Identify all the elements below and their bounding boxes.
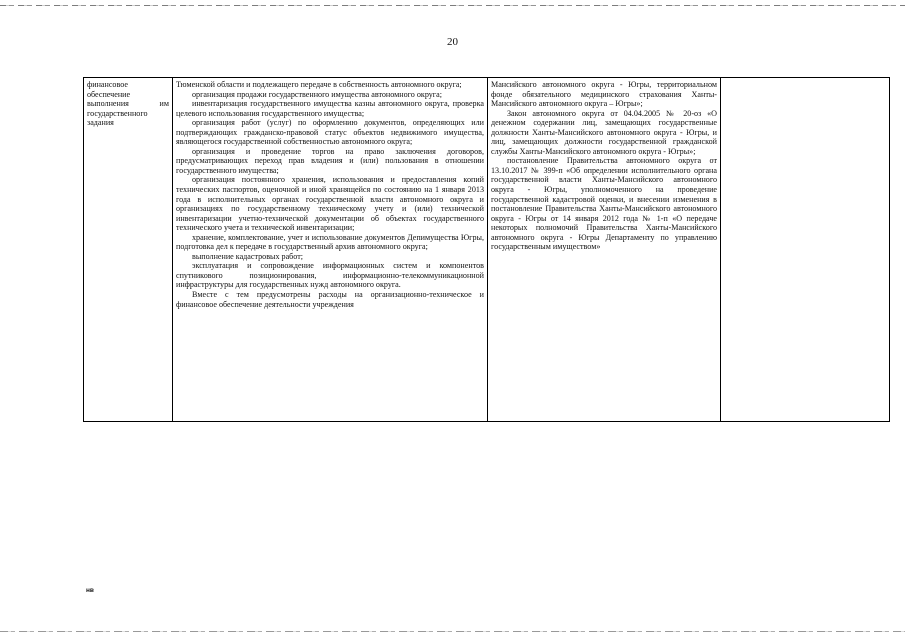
paragraph: Вместе с тем предусмотрены расходы на организационно-техническое и финансовое обеспечение деятельности учреждения — [176, 290, 484, 309]
corner-mark: нв — [86, 587, 94, 594]
table-row — [84, 78, 890, 422]
page-number: 20 — [447, 36, 458, 48]
paragraph: Закон автономного округа от 04.04.2005 № 20-оз «О денежном содержании лиц, замещающих государственные должности Ханты-Мансийского автономного округа - Югры, и лиц, замещающих должности государственной гражданской службы Ханты-Мансийского автономного округа - Югры»; — [491, 108, 717, 156]
paragraph: организация продажи государственного имущества автономного округа; — [192, 89, 442, 99]
paragraph: выполнение кадастровых работ; — [192, 251, 304, 261]
paragraph: организация работ (услуг) по оформлению документов, определяющих или подтверждающих гражданско-правовой статус объектов недвижимого имущества, являющегося государственной собственностью автономного округа; — [176, 118, 484, 147]
cell-text: финансовое обеспечение выполнения им государственного задания — [87, 80, 169, 128]
table-cell-purpose — [84, 78, 173, 422]
paragraph: инвентаризация государственного имущества казны автономного округа, проверка целевого использования государственного имущества; — [176, 99, 484, 118]
table-cell-legal-basis — [488, 78, 721, 422]
table-cell-functions — [173, 78, 488, 422]
paragraph: Мансийского автономного округа - Югры, территориальном фонде обязательного медицинского страхования Ханты-Мансийского автономного округа – Югры»; — [491, 80, 717, 109]
paragraph: организация и проведение торгов на право заключения договоров, предусматривающих переход прав владения и (или) пользования в отношении государственного имущества; — [176, 146, 484, 175]
document-table — [83, 77, 890, 422]
paragraph: Тюменской области и подлежащего передаче в собственность автономного округа; — [176, 80, 462, 89]
paragraph: эксплуатация и сопровождение информационных систем и компонентов спутникового позиционирования, информационно-телекоммуникационной инфраструктуры для государственных нужд автономного округа. — [176, 261, 484, 290]
scan-edge-bottom — [0, 631, 905, 632]
table-cell-empty — [721, 78, 890, 422]
paragraph: постановление Правительства автономного округа от 13.10.2017 № 399-п «Об определении исполнительного органа государственной власти Ханты-Мансийского автономного округа - Югры, уполномоченного на проведение государственной кадастровой оценки, и внесении изменения в постановление Правительства Ханты-Мансийского автономного округа - Югры от 14 января 2012 года № 1-п «О передаче некоторых полномочий Правительства Ханты-Мансийского автономного округа - Югры Департаменту по управлению государственным имуществом» — [491, 156, 717, 252]
scan-edge-top — [0, 5, 905, 6]
paragraph: хранение, комплектование, учет и использование документов Депимущества Югры, подготовка дел к передаче в государственный архив автономного округа; — [176, 232, 484, 252]
paragraph: организация постоянного хранения, использования и предоставления копий технических паспортов, оценочной и иной хранящейся по состоянию на 1 января 2013 года в исполнительных органах государственной власти автономного округа и организациях по государственному техническому учету и (или) технической инвентаризации учетно-технической документации об объектах государственного технического учета и технической инвентаризации; — [176, 175, 484, 233]
